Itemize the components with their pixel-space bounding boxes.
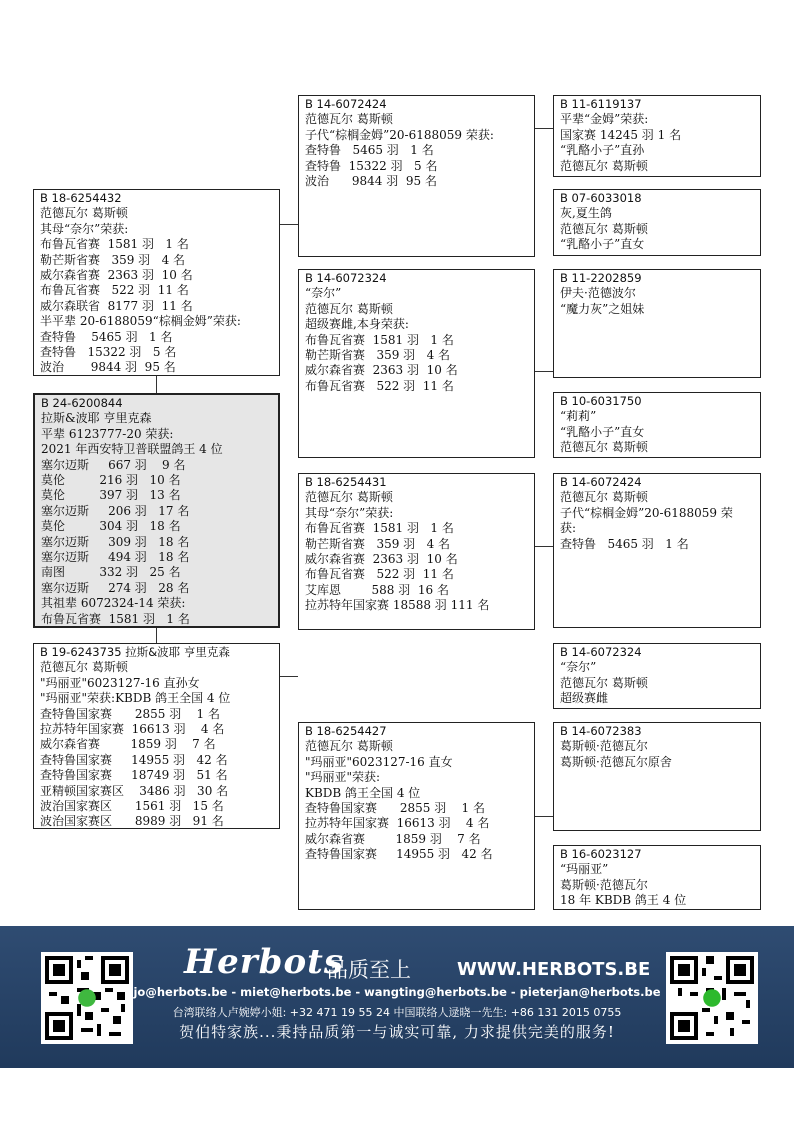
pedigree-line: “乳酪小子”直孙 (560, 143, 645, 158)
phone-contacts: 台湾联络人卢婉婷小姐: +32 471 19 55 24 中国联络人逯晓一先生: +86 131 2015 0755 (172, 1006, 622, 1019)
pedigree-line: 国家赛 14245 羽 1 名 (560, 127, 682, 142)
pedigree-line: 布鲁瓦省赛 1581 羽 1 名 (40, 237, 189, 252)
pedigree-box-dam-sire-dam (553, 643, 761, 709)
pedigree-box-sire-sire-sire (553, 95, 761, 177)
pedigree-line: 平辈 6123777-20 荣获: (41, 426, 174, 441)
pedigree-line: 范德瓦尔 葛斯顿 (40, 660, 128, 675)
pedigree-line: 莫伦 397 羽 13 名 (41, 488, 181, 503)
qr-code-right[interactable] (666, 952, 758, 1044)
pedigree-line: 波治 9844 羽 95 名 (305, 174, 437, 189)
connector (156, 375, 157, 393)
pedigree-box-dam-dam (298, 722, 535, 910)
ring-number: B 10-6031750 (560, 394, 642, 408)
pedigree-line: 莫伦 216 羽 10 名 (41, 473, 181, 488)
pedigree-line: “玛丽亚” (560, 862, 609, 877)
pedigree-line: 威尔森联省 8177 羽 11 名 (40, 298, 193, 313)
pedigree-line: 塞尔迈斯 206 羽 17 名 (41, 503, 190, 518)
pedigree-line: 莫伦 304 羽 18 名 (41, 519, 181, 534)
pedigree-line: “乳酪小子”直女 (560, 424, 645, 439)
pedigree-line: 布鲁瓦省赛 522 羽 11 名 (40, 283, 189, 298)
pedigree-line: 波治 9844 羽 95 名 (40, 360, 176, 375)
ring-number: B 24-6200844 (41, 396, 123, 410)
pedigree-line: 查特鲁 5465 羽 1 名 (560, 536, 689, 551)
pedigree-line: 塞尔迈斯 667 羽 9 名 (41, 457, 186, 472)
connector (156, 627, 157, 643)
pedigree-line: 南图 332 羽 25 名 (41, 565, 181, 580)
pedigree-line: KBDB 鸽王全国 4 位 (305, 785, 421, 800)
pedigree-line: 葛斯顿·范德瓦尔原舍 (560, 754, 672, 769)
pedigree-box-sire-dam-dam (553, 392, 761, 458)
ring-number: B 11-6119137 (560, 97, 642, 111)
pedigree-line: 范德瓦尔 葛斯顿 (305, 112, 393, 127)
ring-number: B 14-6072324 (305, 271, 387, 285)
pedigree-line: 艾库恩 588 羽 16 名 (305, 582, 449, 597)
qr-code-icon (670, 956, 754, 1040)
pedigree-line: 查特鲁 5465 羽 1 名 (305, 143, 434, 158)
ring-number: B 16-6023127 (560, 847, 642, 861)
pedigree-box-sire-sire-dam (553, 189, 761, 256)
pedigree-box-dam-dam-dam (553, 845, 761, 910)
connector (534, 371, 553, 372)
pedigree-line: 葛斯顿·范德瓦尔 (560, 877, 648, 892)
pedigree-line: 威尔森省赛 1859 羽 7 名 (40, 737, 216, 752)
pedigree-line: 超级赛雌,本身荣获: (305, 317, 409, 332)
pedigree-line: 布鲁瓦省赛 522 羽 11 名 (305, 378, 454, 393)
pedigree-line: 其祖辈 6072324-14 荣获: (41, 596, 186, 611)
pedigree-line: 查特鲁国家赛 2855 羽 1 名 (40, 706, 220, 721)
pedigree-line: 亚精顿国家赛区 3486 羽 30 名 (40, 783, 229, 798)
ring-number: B 14-6072383 (560, 724, 642, 738)
pedigree-box-sire-sire (298, 95, 535, 257)
pedigree-line: 拉斯&波耶 亨里克森 (41, 411, 152, 426)
pedigree-line: 查特鲁国家赛 18749 羽 51 名 (40, 768, 228, 783)
pedigree-box-subject (33, 393, 280, 628)
footer-banner (0, 926, 794, 1068)
pedigree-line: 波治国家赛区 1561 羽 15 名 (40, 799, 224, 814)
pedigree-line: “魔力灰”之姐妹 (560, 301, 645, 316)
pedigree-line: 范德瓦尔 葛斯顿 (560, 158, 648, 173)
pedigree-line: 布鲁瓦省赛 1581 羽 1 名 (305, 521, 454, 536)
pedigree-line: 威尔森省赛 2363 羽 10 名 (305, 552, 458, 567)
pedigree-line: 18 年 KBDB 鸽王 4 位 (560, 893, 687, 908)
pedigree-line: 查特鲁 15322 羽 5 名 (40, 345, 177, 360)
pedigree-line: 半平辈 20-6188059“棕榈金姆”荣获: (40, 314, 241, 329)
pedigree-line: "玛丽亚"荣获:KBDB 鸽王全国 4 位 (40, 691, 231, 706)
website-link[interactable]: WWW.HERBOTS.BE (457, 959, 651, 980)
pedigree-line: 范德瓦尔 葛斯顿 (560, 490, 648, 505)
pedigree-line: 范德瓦尔 葛斯顿 (305, 490, 393, 505)
pedigree-line: 范德瓦尔 葛斯顿 (305, 301, 393, 316)
connector (534, 816, 553, 817)
pedigree-line: “奈尔” (305, 286, 342, 301)
pedigree-box-sire (33, 189, 280, 376)
ring-number: B 18-6254432 (40, 191, 122, 205)
pedigree-line: "玛丽亚"荣获: (305, 770, 381, 785)
pedigree-line: 拉苏特年国家赛 16613 羽 4 名 (40, 722, 225, 737)
pedigree-line: 布鲁瓦省赛 522 羽 11 名 (305, 567, 454, 582)
pedigree-line: 范德瓦尔 葛斯顿 (560, 440, 648, 455)
pedigree-line: 子代“棕榈金姆”20-6188059 荣获: (305, 127, 494, 142)
pedigree-line: 勒芒斯省赛 359 羽 4 名 (305, 348, 451, 363)
pedigree-line: “莉莉” (560, 409, 597, 424)
pedigree-line: 勒芒斯省赛 359 羽 4 名 (305, 536, 451, 551)
ring-number: B 14-6072324 (560, 645, 642, 659)
pedigree-line: 其母“奈尔”荣获: (40, 221, 129, 236)
brand-slogan: 品质至上 (327, 958, 411, 982)
connector (534, 546, 553, 547)
pedigree-line: 范德瓦尔 葛斯顿 (40, 206, 128, 221)
pedigree-line: 范德瓦尔 葛斯顿 (560, 675, 648, 690)
pedigree-line: 威尔森省赛 2363 羽 10 名 (40, 268, 193, 283)
ring-number: B 18-6254427 (305, 724, 387, 738)
pedigree-line: 伊夫·范德波尔 (560, 286, 636, 301)
ring-number: B 14-6072424 (560, 475, 642, 489)
ring-number: B 18-6254431 (305, 475, 387, 489)
company-motto: 贺伯特家族...秉持品质第一与诚实可靠, 力求提供完美的服务! (179, 1023, 615, 1041)
pedigree-line: 布鲁瓦省赛 1581 羽 1 名 (41, 611, 190, 626)
ring-number: B 07-6033018 (560, 191, 642, 205)
pedigree-box-dam-dam-sire (553, 722, 761, 831)
email-contacts[interactable]: jo@herbots.be - miet@herbots.be - wangting@herbots.be - pieterjan@herbots.be (133, 985, 661, 999)
pedigree-line: 灰,夏生鸽 (560, 206, 612, 221)
pedigree-line: "玛丽亚"6023127-16 直女 (305, 754, 453, 769)
pedigree-line: 子代“棕榈金姆”20-6188059 荣 (560, 505, 733, 520)
pedigree-line: 范德瓦尔 葛斯顿 (305, 739, 393, 754)
connector (279, 224, 298, 225)
pedigree-box-sire-dam-sire (553, 269, 761, 378)
pedigree-line: 威尔森省赛 2363 羽 10 名 (305, 363, 458, 378)
pedigree-box-sire-dam (298, 269, 535, 458)
pedigree-line: 2021 年西安特卫普联盟鸽王 4 位 (41, 442, 223, 457)
pedigree-line: 其母“奈尔”荣获: (305, 505, 394, 520)
pedigree-line: 范德瓦尔 葛斯顿 (560, 221, 648, 236)
pedigree-line: 查特鲁 5465 羽 1 名 (40, 329, 173, 344)
brand-logo: Herbots (184, 942, 344, 982)
pedigree-line: 波治国家赛区 8989 羽 91 名 (40, 814, 224, 829)
pedigree-box-dam (33, 643, 280, 829)
pedigree-line: 拉苏特年国家赛 18588 羽 111 名 (305, 598, 490, 613)
pedigree-line: 拉苏特年国家赛 16613 羽 4 名 (305, 816, 490, 831)
pedigree-line: 勒芒斯省赛 359 羽 4 名 (40, 252, 186, 267)
pedigree-line: 查特鲁国家赛 14955 羽 42 名 (40, 752, 228, 767)
pedigree-line: “乳酪小子”直女 (560, 237, 645, 252)
ring-number: B 14-6072424 (305, 97, 387, 111)
pedigree-line: 葛斯顿·范德瓦尔 (560, 739, 648, 754)
pedigree-line: 塞尔迈斯 494 羽 18 名 (41, 550, 190, 565)
pedigree-line: 威尔森省赛 1859 羽 7 名 (305, 831, 481, 846)
ring-number: B 19-6243735 拉斯&波耶 亨里克森 (40, 645, 230, 659)
pedigree-line: 塞尔迈斯 274 羽 28 名 (41, 580, 190, 595)
pedigree-line: 平辈“金姆”荣获: (560, 112, 649, 127)
pedigree-line: 超级赛雌 (560, 691, 609, 706)
pedigree-line: 查特鲁国家赛 2855 羽 1 名 (305, 801, 485, 816)
pedigree-line: "玛丽亚"6023127-16 直孙女 (40, 675, 200, 690)
connector (279, 676, 298, 677)
ring-number: B 11-2202859 (560, 271, 642, 285)
pedigree-box-dam-sire (298, 473, 535, 630)
pedigree-line: 布鲁瓦省赛 1581 羽 1 名 (305, 332, 454, 347)
pedigree-line: 获: (560, 521, 577, 536)
pedigree-line: 查特鲁 15322 羽 5 名 (305, 158, 438, 173)
pedigree-line: “奈尔” (560, 660, 597, 675)
connector (534, 128, 553, 129)
pedigree-line: 塞尔迈斯 309 羽 18 名 (41, 534, 190, 549)
pedigree-box-dam-sire-sire (553, 473, 761, 628)
pedigree-line: 查特鲁国家赛 14955 羽 42 名 (305, 847, 493, 862)
